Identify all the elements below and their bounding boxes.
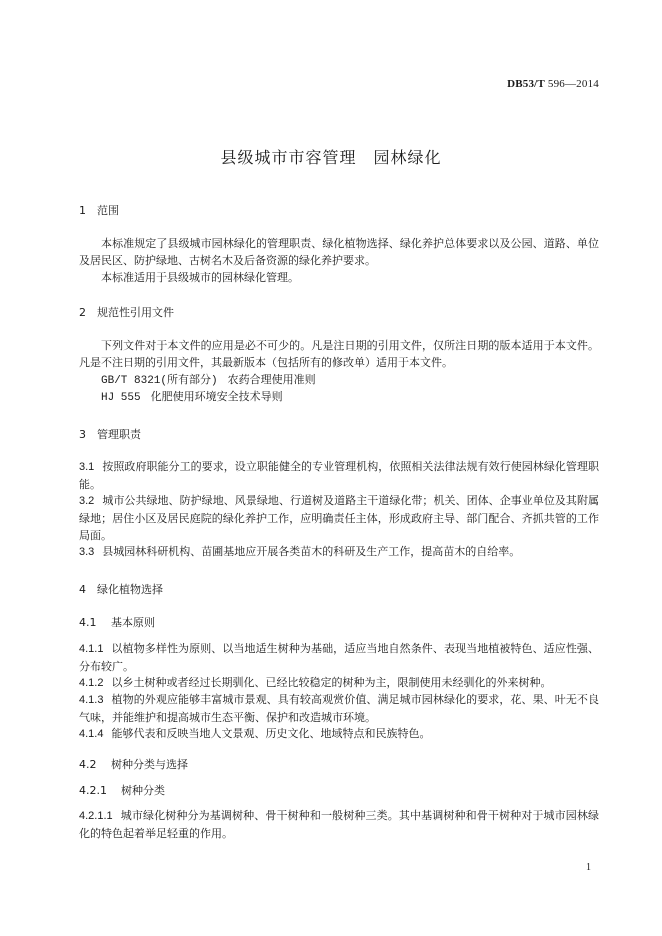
standard-code: DB53/T 596—2014 (507, 78, 599, 90)
clause-4-1-3: 4.1.3 植物的外观应能够丰富城市景观、具有较高观赏价值、满足城市园林绿化的要求，花、果、叶无不良气味，并能维护和提高城市生态平衡、保护和改造城市环境。 (79, 693, 599, 724)
clause-3-3: 3.3 县城园林科研机构、苗圃基地应开展各类苗木的科研及生产工作，提高苗木的自给率。 (79, 545, 521, 558)
page-title: 县级城市市容管理 园林绿化 (220, 148, 442, 167)
clause-3-2: 3.2 城市公共绿地、防护绿地、风景绿地、行道树及道路主干道绿化带；机关、团体、企事业单位及其附属绿地；居住小区及居民庭院的绿化养护工作，应明确责任主体，形成政府主导、部门配合、齐抓共管的工作局面。 (79, 494, 599, 542)
clause-3-1: 3.1 按照政府职能分工的要求，设立职能健全的专业管理机构，依照相关法律法规有效行使园林绿化管理职能。 (79, 460, 599, 491)
page-number: 1 (586, 862, 591, 873)
clause-4-1-4: 4.1.4 能够代表和反映当地人文景观、历史文化、地域特点和民族特色。 (79, 727, 431, 740)
reference-item: HJ 555 化肥使用环境安全技术导则 (101, 390, 283, 404)
section-3-heading: 3 管理职责 (79, 428, 141, 441)
section-1-heading: 1 范围 (79, 204, 119, 217)
section-1-paragraph-2: 本标准适用于县级城市的园林绿化管理。 (101, 271, 299, 284)
section-4-1-heading: 4.1 基本原则 (79, 616, 155, 629)
clause-4-1-1: 4.1.1 以植物多样性为原则、以当地适生树种为基础，适应当地自然条件、表现当地植被特色、适应性强、分布较广。 (79, 642, 599, 673)
section-2-paragraph-1: 下列文件对于本文件的应用是必不可少的。凡是注日期的引用文件，仅所注日期的版本适用于本文件。凡是不注日期的引用文件，其最新版本（包括所有的修改单）适用于本文件。 (79, 339, 599, 369)
section-4-2-1-heading: 4.2.1 树种分类 (79, 784, 165, 797)
section-1-paragraph-1: 本标准规定了县级城市园林绿化的管理职责、绿化植物选择、绿化养护总体要求以及公园、道路、单位及居民区、防护绿地、古树名木及后备资源的绿化养护要求。 (79, 237, 599, 267)
section-4-heading: 4 绿化植物选择 (79, 583, 163, 596)
clause-4-1-2: 4.1.2 以乡土树种或者经过长期驯化、已经比较稳定的树种为主，限制使用未经驯化的外来树种。 (79, 676, 552, 689)
reference-item: GB/T 8321(所有部分) 农药合理使用准则 (101, 373, 316, 387)
section-2-heading: 2 规范性引用文件 (79, 306, 174, 319)
section-4-2-heading: 4.2 树种分类与选择 (79, 758, 188, 771)
clause-4-2-1-1: 4.2.1.1 城市绿化树种分为基调树种、骨干树种和一般树种三类。其中基调树种和骨干树种对于城市园林绿化的特色起着举足轻重的作用。 (79, 809, 599, 840)
